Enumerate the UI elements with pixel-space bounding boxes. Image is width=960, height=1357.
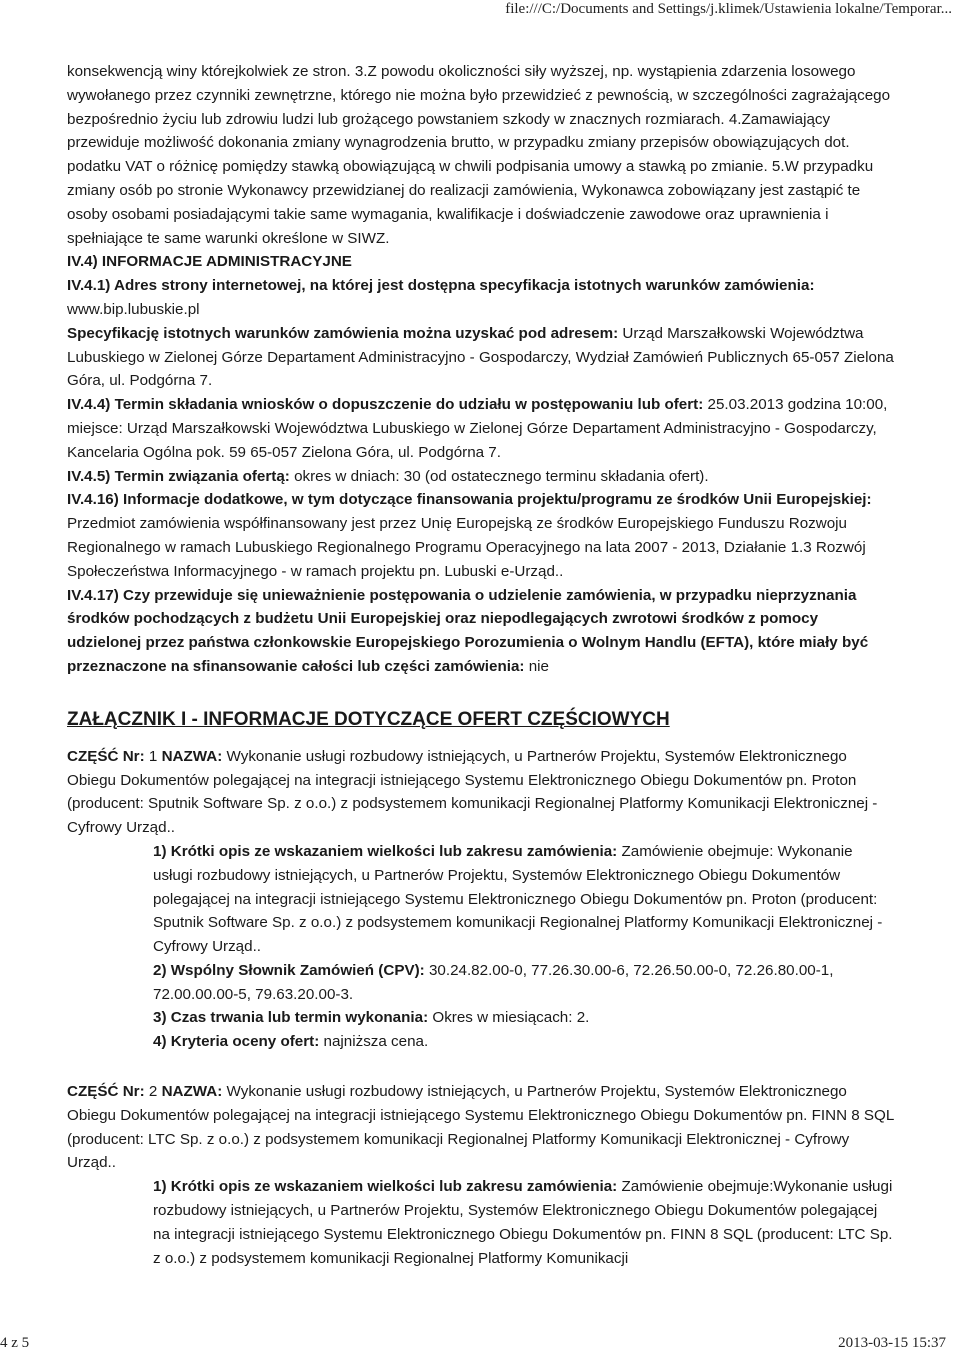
section-iv41-label: IV.4.1) Adres strony internetowej, na której jest dostępna specyfikacja istotnych warunków zamówienia: xyxy=(67,277,815,295)
section-iv41-link[interactable]: www.bip.lubuskie.pl xyxy=(67,300,200,318)
part1-detail-3-label: 3) Czas trwania lub termin wykonania: xyxy=(153,1009,429,1027)
part1-label: CZĘŚĆ Nr: xyxy=(67,747,145,765)
part2-detail-1-value: Zamówienie obejmuje:Wykonanie usługi rozbudowy istniejących, u Partnerów Projektu, Systemów Elektronicznego Obiegu Dokumentów polegającej na integracji istniejącego Systemu Elektronicznego Obiegu Dokumentów pn. FINN 8 SQL (producent: LTC Sp. z o.o.) z podsystemem komunikacji Regionalnej Platformy Komunikacji xyxy=(153,1178,893,1267)
part2-detail-1 xyxy=(153,1175,895,1270)
part2-header xyxy=(67,1080,895,1175)
section-iv417-label: IV.4.17) Czy przewiduje się unieważnienie postępowania o udzielenie zamówienia, w przypadku nieprzyznania środków pochodzących z budżetu Unii Europejskiej oraz niepodlegających zwrotowi środków z pomocy udzielonej przez państwa członkowskie Europejskiego Porozumienia o Wolnym Handlu (EFTA), które miały być przeznaczone na sfinansowanie całości lub części zamówienia: xyxy=(67,586,869,675)
section-iv44-label: IV.4.4) Termin składania wniosków o dopuszczenie do udziału w postępowaniu lub ofert: xyxy=(67,396,704,414)
part1-name-label: NAZWA: xyxy=(161,747,223,765)
section-iv45 xyxy=(67,465,895,489)
section-iv45-label: IV.4.5) Termin związania ofertą: xyxy=(67,467,290,485)
section-iv41 xyxy=(67,274,895,322)
spec-address xyxy=(67,322,895,393)
part1-detail-4-label: 4) Kryteria oceny ofert: xyxy=(153,1033,320,1051)
part2-detail-1-label: 1) Krótki opis ze wskazaniem wielkości lub zakresu zamówienia: xyxy=(153,1178,618,1196)
spec-address-value: Urząd Marszałkowski Województwa Lubuskiego w Zielonej Górze Departament Administracyjno - Gospodarczy, Wydział Zamówień Publicznych 65-057 Zielona Góra, ul. Podgórna 7. xyxy=(67,324,894,390)
part1-detail-4 xyxy=(153,1030,895,1054)
document-body xyxy=(67,60,895,1270)
part1-detail-3-value: Okres w miesiącach: 2. xyxy=(432,1009,590,1027)
part1-detail-1 xyxy=(153,840,895,959)
part2-number: 2 xyxy=(148,1083,158,1101)
page-counter: 4 z 5 xyxy=(0,1335,30,1351)
part1-name: Wykonanie usługi rozbudowy istniejących, u Partnerów Projektu, Systemów Elektronicznego Obiegu Dokumentów polegającej na integracji istniejącego Systemu Elektronicznego Obiegu Dokumentów pn. Proton (producent: Sputnik Software Sp. z o.o.) z podsystemem komunikacji Regionalnej Platformy Komunikacji Elektronicznej - Cyfrowy Urząd.. xyxy=(67,747,878,837)
part1-number: 1 xyxy=(148,747,158,765)
spec-address-label: Specyfikację istotnych warunków zamówienia można uzyskać pod adresem: xyxy=(67,324,619,342)
section-iv416-value: Przedmiot zamówienia współfinansowany jest przez Unię Europejską ze środków Europejskiego Funduszu Rozwoju Regionalnego w ramach Lubuskiego Regionalnego Programu Operacyjnego na lata 2007 - 2013, Działanie 1.3 Rozwój Społeczeństwa Informacyjnego - w ramach projektu pn. Lubuski e-Urząd.. xyxy=(67,515,866,580)
part1-header xyxy=(67,745,895,840)
section-iv45-value: okres w dniach: 30 (od ostatecznego terminu składania ofert). xyxy=(294,467,709,485)
part2-details xyxy=(153,1175,895,1270)
section-iv4-heading: IV.4) INFORMACJE ADMINISTRACYJNE xyxy=(67,253,352,271)
part1-details xyxy=(153,840,895,1054)
part2-name: Wykonanie usługi rozbudowy istniejących, u Partnerów Projektu, Systemów Elektronicznego Obiegu Dokumentów polegającej na integracji istniejącego Systemu Elektronicznego Obiegu Dokumentów pn. FINN 8 SQL (producent: LTC Sp. z o.o.) z podsystemem komunikacji Regionalnej Platformy Komunikacji Elektronicznej - Cyfrowy Urząd.. xyxy=(67,1083,894,1172)
part2-label: CZĘŚĆ Nr: xyxy=(67,1083,145,1101)
part1-detail-1-label: 1) Krótki opis ze wskazaniem wielkości lub zakresu zamówienia: xyxy=(153,842,618,860)
part-spacer xyxy=(67,1054,895,1080)
section-iv416-label: IV.4.16) Informacje dodatkowe, w tym dotyczące finansowania projektu/programu ze środków Unii Europejskiej: xyxy=(67,491,872,509)
print-datetime: 2013-03-15 15:37 xyxy=(838,1335,946,1351)
section-iv417-value: nie xyxy=(528,657,549,675)
part1-detail-1-value: Zamówienie obejmuje: Wykonanie usługi rozbudowy istniejących, u Partnerów Projektu, Systemów Elektronicznego Obiegu Dokumentów polegającej na integracji istniejącego Systemu Elektronicznego Obiegu Dokumentów pn. Proton (producent: Sputnik Software Sp. z o.o.) z podsystemem komunikacji Regionalnej Platformy Komunikacji Elektronicznej - Cyfrowy Urząd.. xyxy=(153,842,883,956)
part1-detail-2-label: 2) Wspólny Słownik Zamówień (CPV): xyxy=(153,961,425,979)
section-iv44 xyxy=(67,393,895,464)
section-iv417 xyxy=(67,584,895,679)
conditions-paragraph: konsekwencją winy którejkolwiek ze stron. 3.Z powodu okoliczności siły wyższej, np. wystąpienia zdarzenia losowego wywołanego przez czynniki zewnętrzne, którego nie można było przewidzieć z pewnością, w szczególności zagrażającego bezpośrednio życiu lub zdrowiu ludzi lub grożącego powstaniem szkody w znacznych rozmiarach. 4.Zamawiający przewiduje możliwość dokonania zmiany wynagrodzenia brutto, w przypadku zmiany przepisów obowiązujących dot. podatku VAT o różnicę pomiędzy stawką obowiązującą w chwili podpisania umowy a stawką po zmianie. 5.W przypadku zmiany osób po stronie Wykonawcy przewidzianej do realizacji zamówienia, Wykonawca zobowiązany jest zastąpić te osoby osobami posiadającymi takie same wymagania, kwalifikacje i doświadczenie zawodowe oraz uprawnienia i spełniające te same warunki określone w SIWZ. xyxy=(67,63,891,247)
annex-title: ZAŁĄCZNIK I - INFORMACJE DOTYCZĄCE OFERT CZĘŚCIOWYCH xyxy=(67,708,670,730)
browser-file-path: file:///C:/Documents and Settings/j.klimek/Ustawienia lokalne/Temporar... xyxy=(505,1,952,17)
part1-detail-4-value: najniższa cena. xyxy=(323,1033,429,1051)
part1-detail-2 xyxy=(153,959,895,1007)
part1-detail-2-value: 30.24.82.00-0, 77.26.30.00-6, 72.26.50.00-0, 72.26.80.00-1, 72.00.00.00-5, 79.63.20.00-3. xyxy=(153,961,834,1003)
section-iv44-value: 25.03.2013 godzina 10:00, miejsce: Urząd Marszałkowski Województwa Lubuskiego w Zielonej Górze Departament Administracyjno - Gospodarczy, Kancelaria Ogólna pok. 59 65-057 Zielona Góra, ul. Podgórna 7. xyxy=(67,396,888,461)
section-iv416 xyxy=(67,488,895,583)
part1-detail-3 xyxy=(153,1006,895,1030)
part2-name-label: NAZWA: xyxy=(161,1083,223,1101)
